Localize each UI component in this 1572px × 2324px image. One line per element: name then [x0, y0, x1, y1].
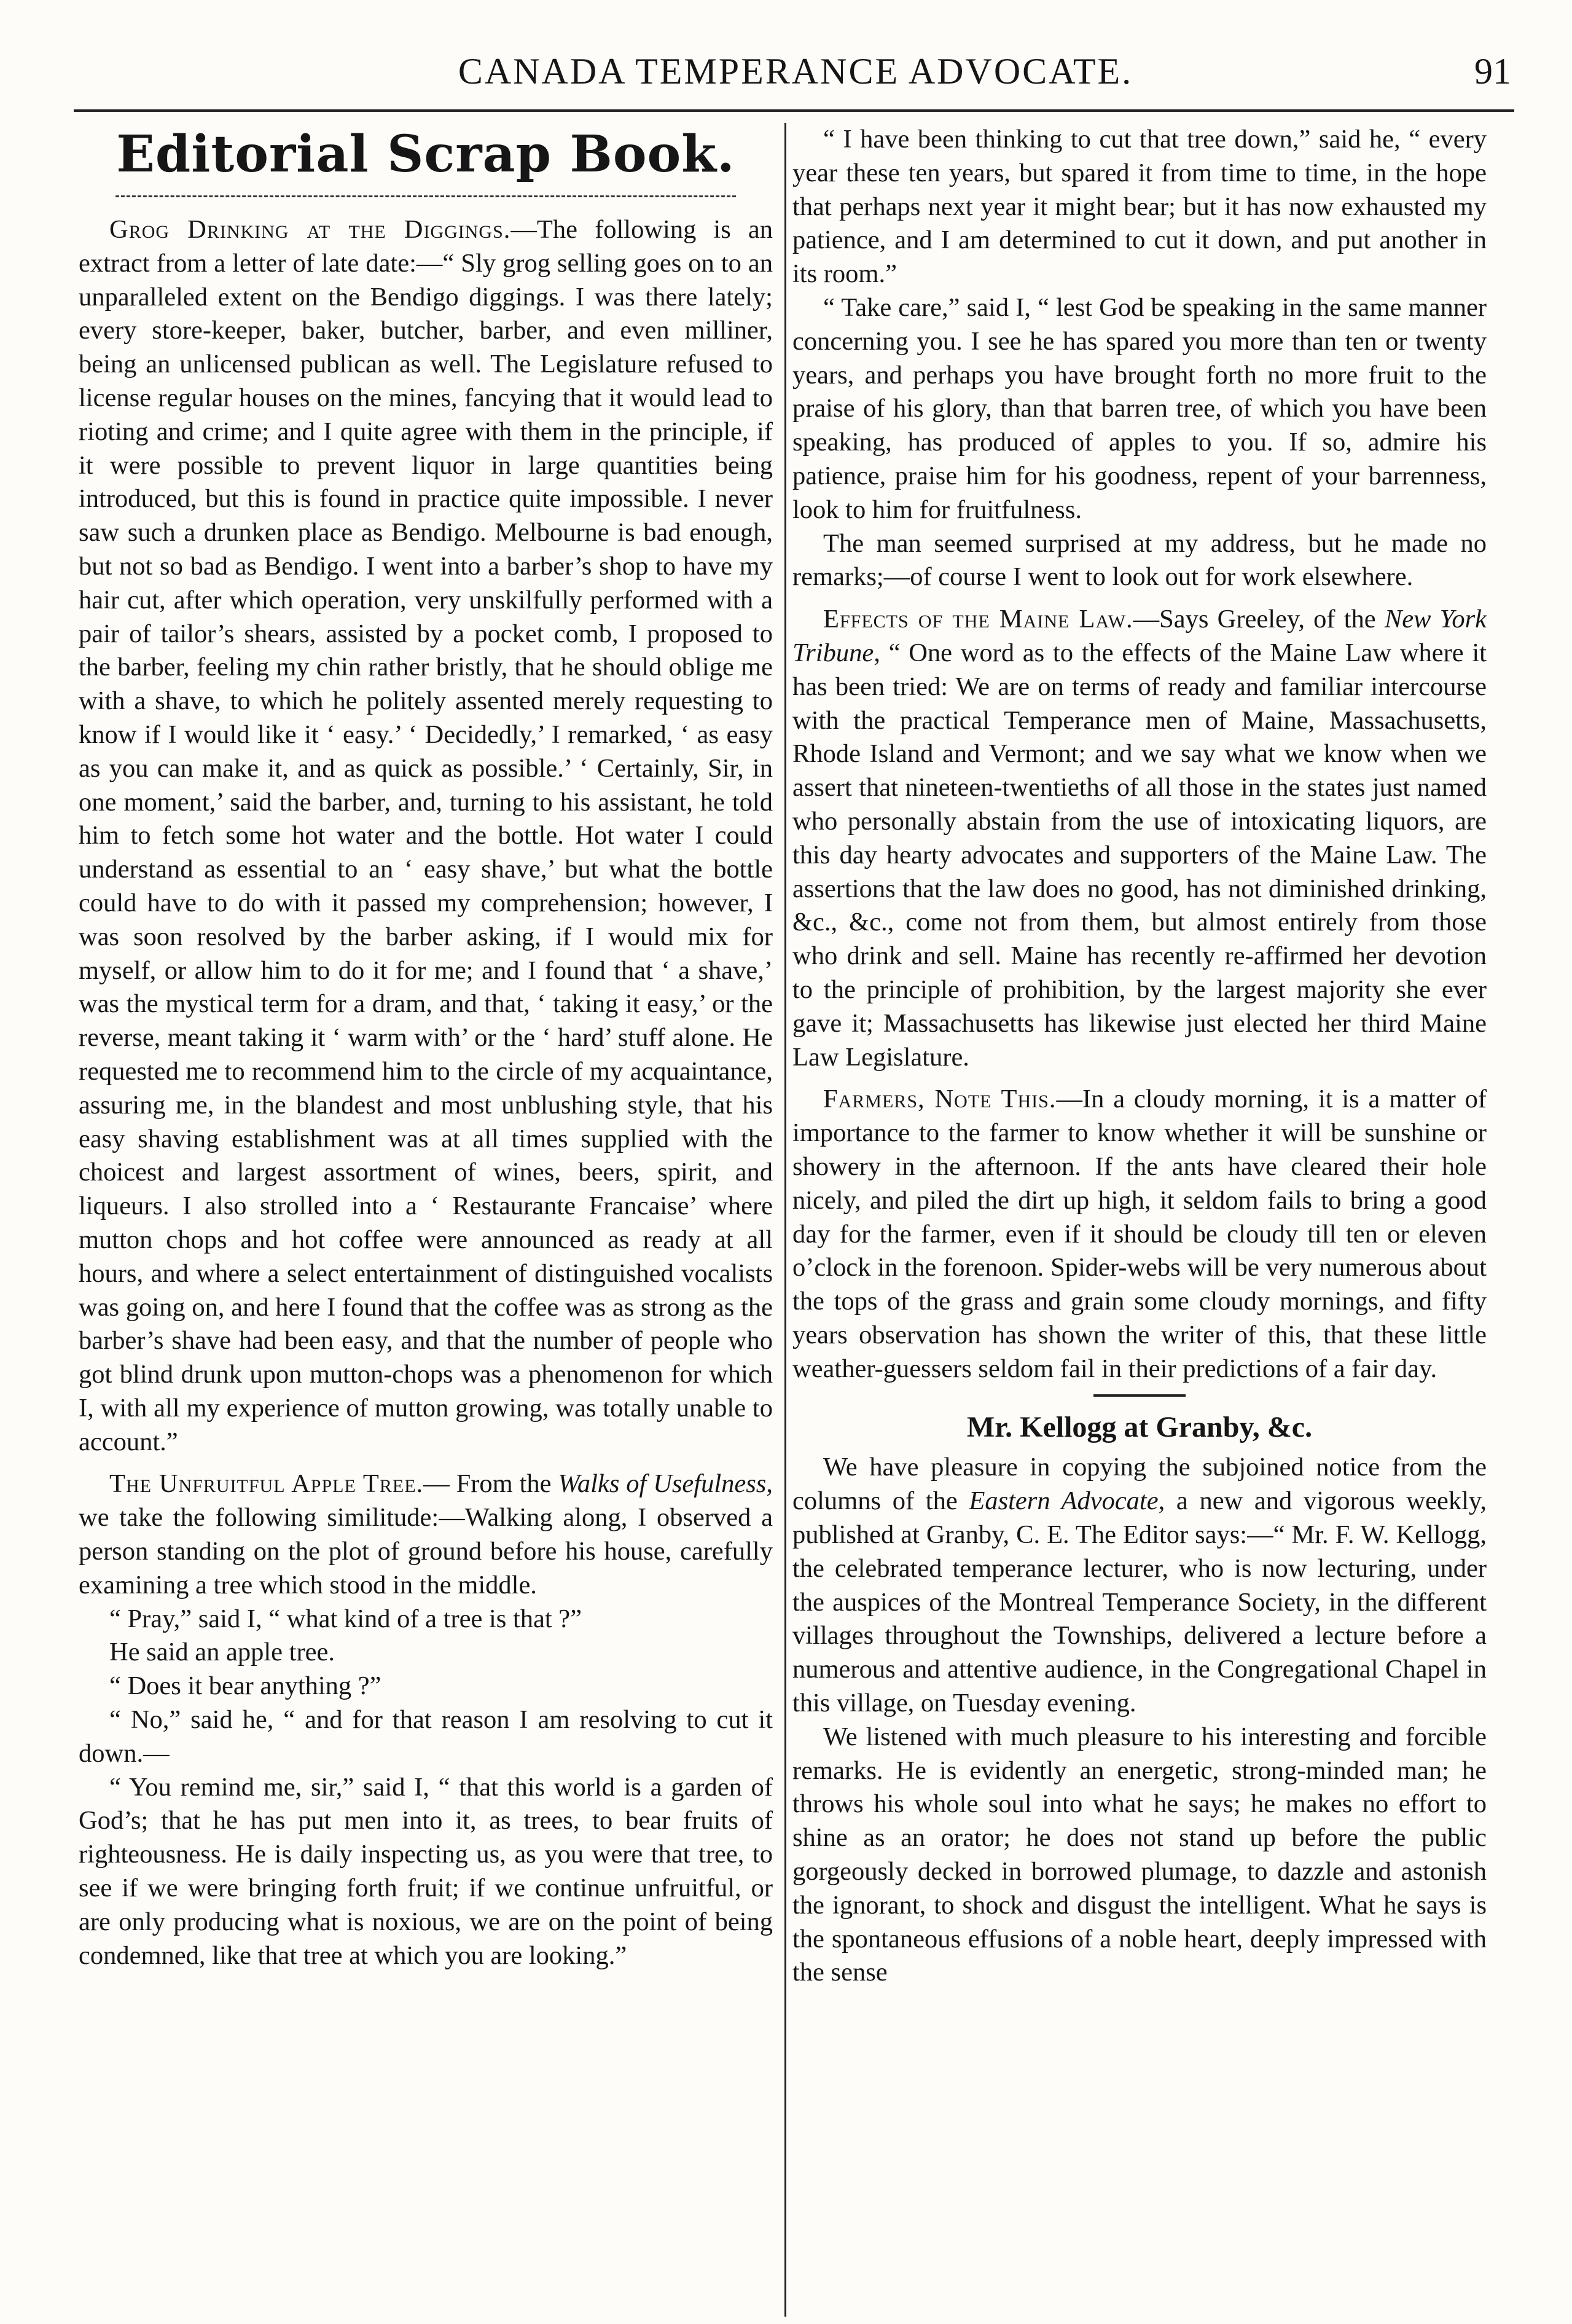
paragraph: We listened with much pleasure to his interesting and forcible remarks. He is evidently an energetic, strong-minded man; he throws his whole soul into what he says; he makes no effort to shine as an orator; he does not stand up before the public gorgeously decked in borrowed plumage, to dazzle and astonish the ignorant, to shock and disgust the intelligent. What he says is the spontaneous effusions of a noble heart, deeply impressed with the sense — [792, 1722, 1487, 1987]
paragraph: The man seemed surprised at my address, but he made no remarks;—of course I went to look out for work elsewhere. — [792, 528, 1487, 592]
section-rule — [1093, 1394, 1186, 1397]
paragraph: “ Does it bear anything ?” — [109, 1671, 381, 1701]
article-grog-drinking — [79, 213, 773, 1459]
source-title: Walks of Usefulness — [558, 1469, 767, 1499]
article-heading: Farmers, Note This. — [823, 1085, 1057, 1114]
column-divider — [784, 123, 786, 2317]
kellogg-heading: Mr. Kellogg at Granby, &c. — [966, 1411, 1313, 1444]
page-number: 91 — [1474, 51, 1511, 92]
page-header — [80, 50, 1511, 106]
article-heading: The Unfruitful Apple Tree. — [109, 1469, 424, 1499]
paragraph: “ I have been thinking to cut that tree down,” said he, “ every year these ten years, but spared it from time to time, in the hope that perhaps next year it might bear; but it has now exhausted my patience, and I am determined to cut it down, and put another in its room.” — [792, 125, 1487, 289]
right-column — [792, 123, 1487, 1990]
source-title: New York Tribune — [792, 605, 1487, 667]
article-unfruitful-tree — [79, 1467, 773, 1602]
paragraph: He said an apple tree. — [109, 1638, 335, 1667]
paragraph: “ No,” said he, “ and for that reason I am resolving to cut it down.— — [79, 1705, 773, 1768]
article-heading: Grog Drinking at the Diggings. — [109, 215, 511, 244]
article-text: —Says Greeley, of the — [1133, 605, 1385, 634]
paragraph: “ Pray,” said I, “ what kind of a tree is that ?” — [109, 1604, 582, 1633]
source-title: Eastern Advocate — [969, 1486, 1159, 1516]
article-text: , a new and vigorous weekly, published at Granby, C. E. The Editor says:—“ Mr. F. W. Kellogg, the celebrated temperance lecturer, who is now lecturing, under the auspices of the Montreal Temperance Society, in the different villages throughout the Townships, delivered a lecture before a numerous and attentive audience, in the Congregational Chapel in this village, on Tuesday evening. — [792, 1486, 1487, 1718]
article-maine-law — [792, 603, 1487, 1074]
section-title: Editorial Scrap Book. — [116, 125, 735, 184]
article-text: , we take the following similitude:—Walking along, I observed a person standing on the plot of ground before his house, carefully examining a tree which stood in the middle. — [79, 1469, 773, 1600]
left-column — [79, 123, 773, 1973]
article-kellogg — [792, 1451, 1487, 1720]
article-text: — From the — [423, 1469, 558, 1499]
title-rule — [115, 195, 736, 197]
article-text: —The following is an extract from a letter of late date:—“ Sly grog selling goes on to an unparalleled extent on the Bendigo diggings. I was there lately; every store-keeper, baker, butcher, barber, and even milliner, being an unlicensed publican as well. The Legislature refused to license regular houses on the mines, fancying that it would lead to rioting and crime; and I quite agree with them in the principle, if it were possible to prevent liquor in large quantities being introduced, but this is found in practice quite impossible. I never saw such a drunken place as Bendigo. Melbourne is bad enough, but not so bad as Bendigo. I went into a barber’s shop to have my hair cut, after which operation, very unskilfully performed with a pair of tailor’s shears, assisted by a pocket comb, I proposed to the barber, feeling my chin rather bristly, that he should oblige me with a shave, to which he politely assented merely requesting to know if I would like it ‘ easy.’ ‘ Decidedly,’ I remarked, ‘ as easy as you can make it, and as quick as possible.’ ‘ Certainly, Sir, in one moment,’ said the barber, and, turning to his assistant, he told him to fetch some hot water and the bottle. Hot water I could understand as essential to an ‘ easy shave,’ but what the bottle could have to do with it passed my comprehension; however, I was soon resolved by the barber asking, if I would mix for myself, or allow him to do it for me; and I found that ‘ a shave,’ was the mystical term for a dram, and that, ‘ taking it easy,’ or the reverse, meant taking it ‘ warm with’ or the ‘ hard’ stuff alone. He requested me to recommend him to the circle of my acquaintance, assuring me, in the blandest and most unblushing style, that his easy shaving establishment was at all times supplied with the choicest and largest assortment of wines, beers, spirit, and liqueurs. I also strolled into a ‘ Restaurante Francaise’ where mutton chops and hot coffee were announced as ready at all hours, and where a select entertainment of distinguished vocalists was going on, and here I found that the coffee was as strong as the barber’s shave had been easy, and that the number of people who got blind drunk upon mutton-chops was a phenomenon for which I, with all my experience of mutton growing, was totally unable to account.” — [79, 215, 773, 1456]
article-heading: Effects of the Maine Law. — [823, 605, 1133, 634]
article-text: —In a cloudy morning, it is a matter of importance to the farmer to know whether it will be sunshine or showery in the afternoon. If the ants have cleared their hole nicely, and piled the dirt up high, it seldom fails to bring a good day for the farmer, even if it should be cloudy till ten or eleven o’clock in the forenoon. Spider-webs will be very numerous about the tops of the grass and grain some cloudy mornings, and fifty years observation has shown the writer of this, that these little weather-guessers seldom fail in their predictions of a fair day. — [792, 1085, 1487, 1383]
paragraph: “ You remind me, sir,” said I, “ that this world is a garden of God’s; that he has put men into it, as trees, to bear fruits of righteousness. He is daily inspecting us, as you were that tree, to see if we were bringing forth fruit; if we continue unfruitful, or are only producing what is noxious, we are on the point of being condemned, like that tree at which you are looking.” — [79, 1772, 773, 1970]
article-text: We have pleasure in copying the subjoined notice from the columns of the — [792, 1453, 1487, 1516]
article-text: , “ One word as to the effects of the Maine Law where it has been tried: We are on terms of ready and familiar intercourse with the practical Temperance men of Maine, Massachusetts, Rhode Island and Vermont; and we say what we know when we assert that nineteen-twentieths of all those in the states just named who personally abstain from the use of intoxicating liquors, are this day hearty advocates and supporters of the Maine Law. The assertions that the law does no good, has not diminished drinking, &c., &c., come not from them, but almost entirely from those who drink and sell. Maine has recently re-affirmed her devotion to the principle of prohibition, by the largest majority she ever gave it; Massachusetts has likewise just elected her third Maine Law Legislature. — [792, 638, 1487, 1072]
article-farmers — [792, 1083, 1487, 1386]
paragraph: “ Take care,” said I, “ lest God be speaking in the same manner concerning you. I see he has spared you more than ten or twenty years, and perhaps you have brought forth no more fruit to the praise of his glory, than that barren tree, of which you have been speaking, has produced of apples to you. If so, admire his patience, praise him for his goodness, repent of your barrenness, look to him for fruitfulness. — [792, 292, 1487, 524]
header-rule — [74, 109, 1514, 112]
running-title: CANADA TEMPERANCE ADVOCATE. — [458, 51, 1133, 92]
